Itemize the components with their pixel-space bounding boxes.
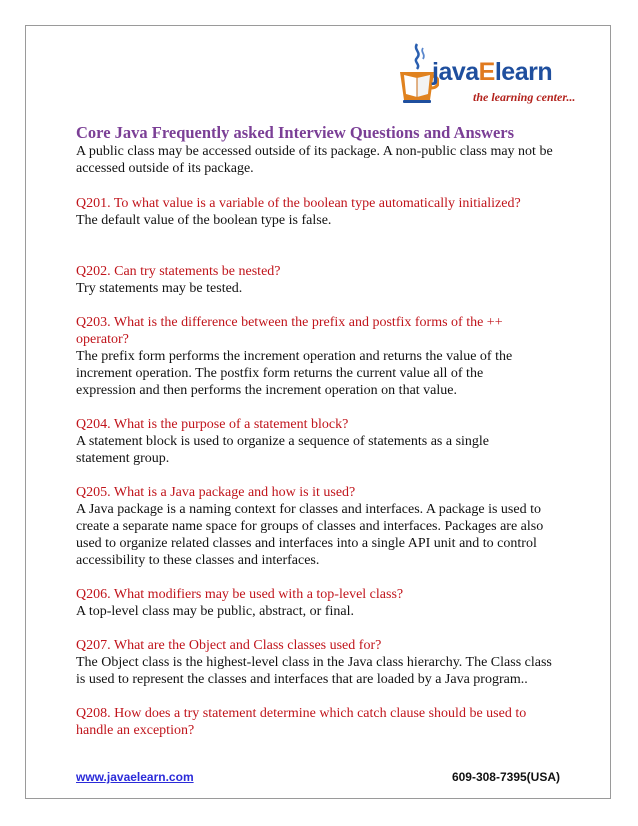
document-title: Core Java Frequently asked Interview Questions and Answers	[76, 123, 515, 142]
qa-item	[76, 416, 572, 467]
question: Q202. Can try statements be nested?	[76, 264, 281, 279]
brand-suffix: learn	[494, 58, 553, 86]
qa-item	[76, 314, 572, 399]
question: Q206. What modifiers may be used with a top-level class?	[76, 587, 404, 602]
javaelearn-logo	[395, 40, 580, 120]
brand-prefix: java	[432, 58, 479, 86]
website-link[interactable]: www.javaelearn.com	[76, 770, 194, 784]
answer: The default value of the boolean type is false.	[76, 213, 332, 228]
intro-paragraph: A public class may be accessed outside of its package. A non-public class may not be accessed outside of its package.	[76, 144, 553, 176]
answer: The Object class is the highest-level class in the Java class hierarchy. The Class class is used to represent the classes and interfaces that are loaded by a Java program..	[76, 655, 552, 687]
brand-accent: E	[478, 58, 495, 86]
qa-item	[76, 586, 572, 620]
question: Q204. What is the purpose of a statement block?	[76, 417, 349, 432]
answer: A Java package is a naming context for classes and interfaces. A package is used to create a separate name space for groups of classes and interfaces. Packages are also used to organize related classes and interfaces into a single API unit and to control accessibility to these classes and interfaces.	[76, 502, 544, 568]
qa-item	[76, 637, 572, 688]
question: Q207. What are the Object and Class classes used for?	[76, 638, 382, 653]
phone-number: 609-308-7395(USA)	[451, 770, 560, 784]
qa-item	[76, 705, 572, 739]
qa-item	[76, 263, 572, 297]
question: Q203. What is the difference between the prefix and postfix forms of the ++ operator?	[76, 315, 503, 347]
answer: Try statements may be tested.	[76, 281, 243, 296]
question: Q208. How does a try statement determine which catch clause should be used to handle an exception?	[76, 706, 527, 738]
question: Q201. To what value is a variable of the boolean type automatically initialized?	[76, 196, 521, 211]
brand-tagline: the learning center...	[473, 90, 576, 104]
document-body	[76, 123, 572, 739]
qa-item	[76, 484, 572, 569]
answer: A statement block is used to organize a sequence of statements as a single statement group.	[76, 434, 490, 466]
answer: The prefix form performs the increment operation and returns the value of the increment operation. The postfix form returns the current value all of the expression and then performs the increment operation on that value.	[76, 349, 513, 398]
answer: A top-level class may be public, abstract, or final.	[76, 604, 354, 619]
brand-name	[432, 58, 552, 87]
question: Q205. What is a Java package and how is it used?	[76, 485, 356, 500]
qa-item	[76, 195, 572, 229]
